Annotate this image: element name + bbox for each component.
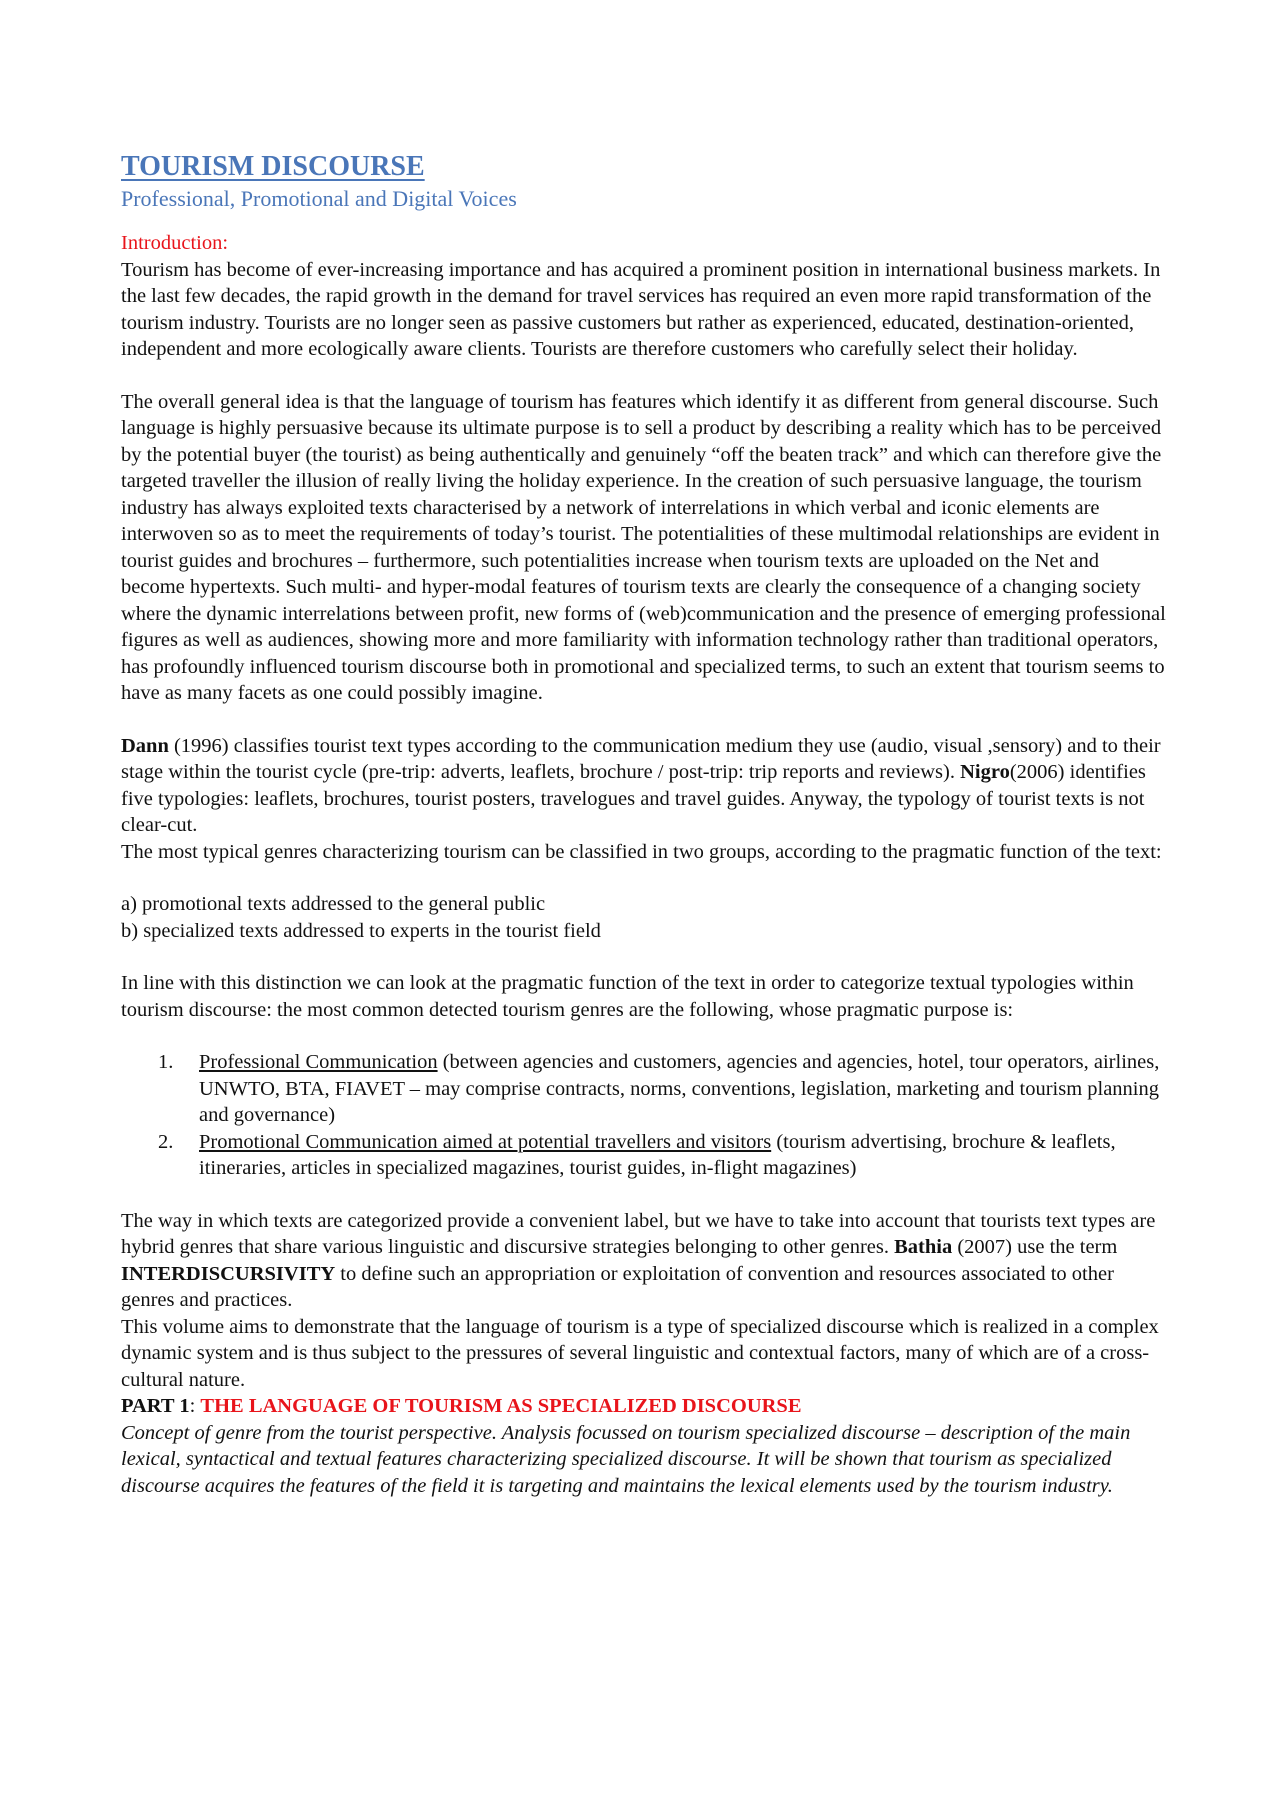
- author-bathia: Bathia: [894, 1236, 953, 1258]
- genre-list: [121, 1049, 1166, 1182]
- group-a-item: a) promotional texts addressed to the general public: [121, 893, 546, 915]
- list-number: 1.: [158, 1051, 174, 1073]
- classification-paragraph: [121, 733, 1166, 839]
- document-page: [121, 150, 1166, 1499]
- hybrid-text-2: (2007) use the term: [952, 1236, 1118, 1258]
- document-subtitle: Professional, Promotional and Digital Voices: [121, 186, 517, 211]
- document-title: TOURISM DISCOURSE: [121, 151, 425, 182]
- distinction-paragraph: In line with this distinction we can look at the pragmatic function of the text in order to categorize textual typologies within tourism discourse: the most common detected tourism genres are the following, whose pragmatic purpose is:: [121, 972, 1134, 1021]
- overview-paragraph: The overall general idea is that the language of tourism has features which identify it as different from general discourse. Such language is highly persuasive because its ultimate purpose is to sell a product by describing a reality which has to be perceived by the potential buyer (the tourist) as being authentically and genuinely “off the beaten track” and which can therefore give the targeted traveller the illusion of really living the holiday experience. In the creation of such persuasive language, the tourism industry has always exploited texts characterised by a network of interrelations in which verbal and iconic elements are interwoven so as to meet the requirements of today’s tourist. The potentialities of these multimodal relationships are evident in tourist guides and brochures – furthermore, such potentialities increase when tourism texts are uploaded on the Net and become hypertexts. Such multi- and hyper-modal features of tourism texts are clearly the consequence of a changing society where the dynamic interrelations between profit, new forms of (web)communication and the presence of emerging professional figures as well as audiences, showing more and more familiarity with information technology rather than traditional operators, has profoundly influenced tourism discourse both in promotional and specialized terms, to such an extent that tourism seems to have as many facets as one could possibly imagine.: [121, 390, 1166, 704]
- volume-aim-paragraph: This volume aims to demonstrate that the language of tourism is a type of specialized discourse which is realized in a complex dynamic system and is thus subject to the pressures of several linguistic and contextual factors, many of which are of a cross-cultural nature.: [121, 1315, 1159, 1391]
- list-item-label: Professional Communication: [199, 1051, 438, 1073]
- part1-description: Concept of genre from the tourist perspective. Analysis focussed on tourism specialized discourse – description of the main lexical, syntactical and textual features characterizing specialized discourse. It will be shown that tourism as specialized discourse acquires the features of the field it is targeting and maintains the lexical elements used by the tourism industry.: [121, 1421, 1131, 1497]
- intro-heading: Introduction:: [121, 232, 229, 254]
- part1-label: PART 1: [121, 1395, 190, 1417]
- hybrid-genres-paragraph: [121, 1208, 1166, 1314]
- group-b-item: b) specialized texts addressed to experts in the tourist field: [121, 919, 601, 942]
- hybrid-text-1: The way in which texts are categorized provide a convenient label, but we have to take into account that tourists text types are hybrid genres that share various linguistic and discursive strategies belonging to other genres.: [121, 1209, 1156, 1258]
- genres-paragraph: The most typical genres characterizing tourism can be classified in two groups, according to the pragmatic function of the text:: [121, 840, 1162, 863]
- classification-text-2: (2006) identifies five typologies: leaflets, brochures, tourist posters, travelogues and travel guides. Anyway, the typology of tourist texts is not clear-cut.: [121, 761, 1146, 836]
- part1-heading: [121, 1393, 1166, 1420]
- author-dann: Dann: [121, 734, 169, 757]
- author-nigro: Nigro: [960, 761, 1010, 783]
- hybrid-text-3: to define such an appropriation or exploitation of convention and resources associated to other genres and practices.: [121, 1262, 1114, 1311]
- list-item-label: Promotional Communication aimed at potential travellers and visitors: [199, 1130, 772, 1153]
- part1-title: THE LANGUAGE OF TOURISM AS SPECIALIZED DISCOURSE: [200, 1395, 802, 1417]
- intro-paragraph: Tourism has become of ever-increasing importance and has acquired a prominent position in international business markets. In the last few decades, the rapid growth in the demand for travel services has required an even more rapid transformation of the tourism industry. Tourists are no longer seen as passive customers but rather as experienced, educated, destination-oriented, independent and more ecologically aware clients. Tourists are therefore customers who carefully select their holiday.: [121, 258, 1161, 360]
- term-interdiscursivity: INTERDISCURSIVITY: [121, 1262, 336, 1285]
- list-item: [121, 1049, 1166, 1129]
- part1-colon: :: [189, 1395, 201, 1417]
- list-item: [121, 1129, 1166, 1182]
- list-number: 2.: [158, 1130, 174, 1153]
- list-item-text: (between agencies and customers, agencies and agencies, hotel, tour operators, airlines, UNWTO, BTA, FIAVET – may comprise contracts, norms, conventions, legislation, marketing and tourism planning and governance): [199, 1051, 1160, 1126]
- list-item-text: (tourism advertising, brochure & leaflets, itineraries, articles in specialized magazines, tourist guides, in-flight magazines): [199, 1130, 1116, 1179]
- classification-text-1: (1996) classifies tourist text types according to the communication medium they use (audio, visual ,sensory) and to their stage within the tourist cycle (pre-trip: adverts, leaflets, brochure / post-trip: trip reports and reviews).: [121, 734, 1161, 783]
